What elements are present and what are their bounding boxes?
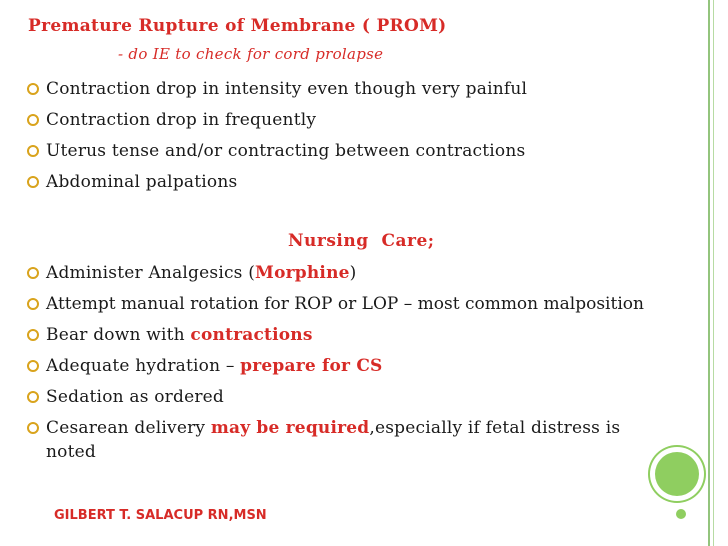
list-item: Uterus tense and/or contracting between contractions xyxy=(46,141,526,161)
list-item xyxy=(46,323,313,347)
item-text: Bear down with xyxy=(46,325,191,345)
list-item: Sedation as ordered xyxy=(46,387,225,407)
bullet-ring-icon xyxy=(27,391,39,403)
list-item xyxy=(46,416,620,440)
list-item: Attempt manual rotation for ROP or LOP – most common malposition xyxy=(46,294,644,314)
bullet-ring-icon xyxy=(27,360,39,372)
bullet-ring-icon xyxy=(27,329,39,341)
green-ring-decoration xyxy=(650,447,704,501)
bullet-ring-icon xyxy=(27,422,39,434)
green-dot-decoration xyxy=(676,509,686,519)
item-emphasis: contractions xyxy=(190,325,313,345)
list-item: Contraction drop in intensity even though very painful xyxy=(46,79,528,99)
item-text: Cesarean delivery xyxy=(46,418,211,438)
item-text: Adequate hydration – xyxy=(46,356,241,376)
bullet-ring-icon xyxy=(27,267,39,279)
cord-prolapse-note: - do IE to check for cord prolapse xyxy=(118,45,384,63)
bullet-ring-icon xyxy=(27,83,39,95)
item-emphasis: prepare for CS xyxy=(240,356,383,376)
bullet-ring-icon xyxy=(27,176,39,188)
bullet-ring-icon xyxy=(27,114,39,126)
list-item xyxy=(46,354,383,378)
list-item-continuation: noted xyxy=(46,442,96,462)
list-item: Abdominal palpations xyxy=(46,172,238,192)
list-item: Contraction drop in frequently xyxy=(46,110,317,130)
right-border-line-inner xyxy=(713,0,714,546)
right-border-line xyxy=(708,0,710,546)
item-text: ) xyxy=(349,263,357,283)
bullet-ring-icon xyxy=(27,145,39,157)
slide-title: Premature Rupture of Membrane ( PROM) xyxy=(28,16,447,36)
author-footer: GILBERT T. SALACUP RN,MSN xyxy=(54,508,267,523)
item-text: ,especially if fetal distress is xyxy=(369,418,621,438)
list-item xyxy=(46,261,356,285)
nursing-care-heading: Nursing Care; xyxy=(288,231,435,251)
item-text: Administer Analgesics ( xyxy=(46,263,256,283)
bullet-ring-icon xyxy=(27,298,39,310)
item-emphasis: may be required xyxy=(210,418,370,438)
item-emphasis: Morphine xyxy=(255,263,350,283)
